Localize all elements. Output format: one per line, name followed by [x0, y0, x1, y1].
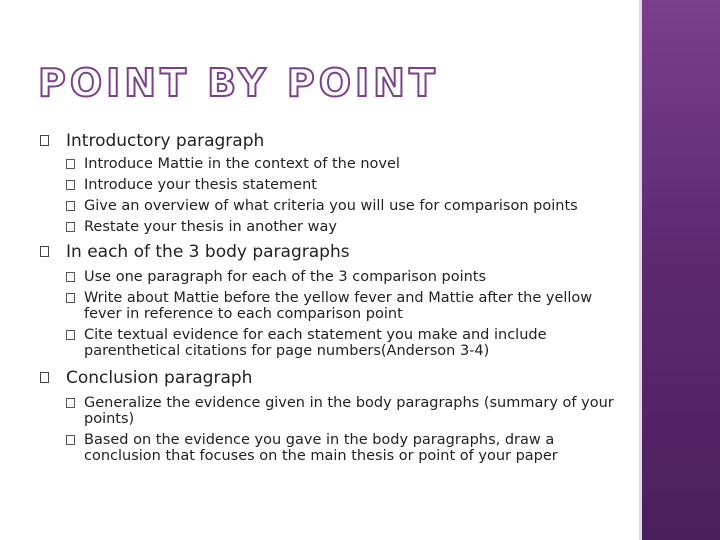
bullet-box-icon — [66, 201, 75, 211]
list-item: Cite textual evidence for each statement you make and include parenthetical citations for page numbers(Anderson 3-4) — [66, 327, 620, 359]
section-heading: Conclusion paragraph — [66, 368, 253, 388]
sublist-intro — [40, 156, 620, 235]
bullet-box-icon — [66, 272, 75, 282]
list-item: Use one paragraph for each of the 3 comparison points — [66, 269, 620, 285]
bullet-box-icon — [66, 435, 75, 445]
bullet-content — [40, 128, 620, 464]
bullet-box-icon — [66, 293, 75, 303]
sublist-body — [40, 269, 620, 359]
slide-title: POINT BY POINT — [38, 61, 439, 105]
bullet-box-icon — [66, 330, 75, 340]
section-body — [40, 241, 620, 263]
list-item: Generalize the evidence given in the body paragraphs (summary of your points) — [66, 395, 620, 427]
list-item: Restate your thesis in another way — [66, 219, 620, 235]
list-item: Introduce Mattie in the context of the novel — [66, 156, 620, 172]
section-conclusion — [40, 367, 620, 389]
section-heading: Introductory paragraph — [66, 131, 265, 151]
decorative-sidebar — [642, 0, 720, 540]
list-item: Introduce your thesis statement — [66, 177, 620, 193]
bullet-box-icon — [40, 246, 49, 257]
list-item: Based on the evidence you gave in the body paragraphs, draw a conclusion that focuses on the main thesis or point of your paper — [66, 432, 620, 464]
bullet-box-icon — [40, 135, 49, 146]
list-item: Write about Mattie before the yellow fever and Mattie after the yellow fever in reference to each comparison point — [66, 290, 620, 322]
bullet-box-icon — [40, 372, 49, 383]
bullet-box-icon — [66, 222, 75, 232]
sublist-conclusion — [40, 395, 620, 464]
bullet-box-icon — [66, 398, 75, 408]
bullet-box-icon — [66, 180, 75, 190]
section-heading: In each of the 3 body paragraphs — [66, 242, 350, 262]
section-intro — [40, 130, 620, 152]
bullet-box-icon — [66, 159, 75, 169]
list-item: Give an overview of what criteria you will use for comparison points — [66, 198, 620, 214]
